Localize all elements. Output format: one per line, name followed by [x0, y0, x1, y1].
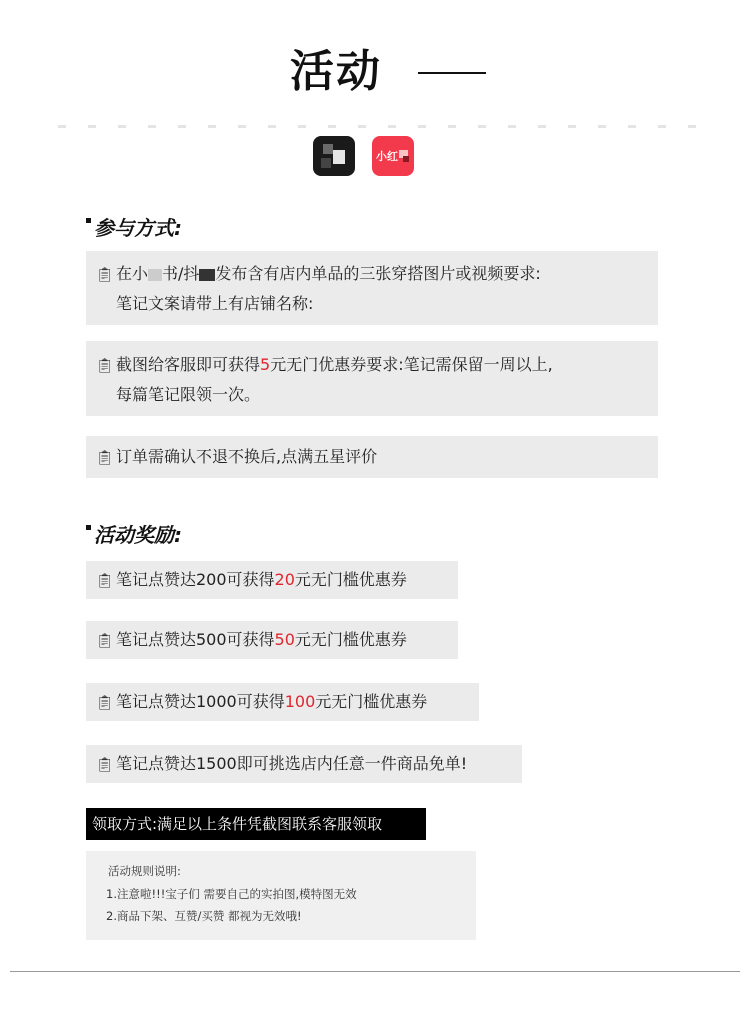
rules-box [86, 851, 476, 940]
participation-heading-text: 参与方式: [94, 216, 182, 240]
claim-banner: 领取方式:满足以上条件凭截图联系客服领取 [86, 808, 426, 840]
rules-line-1: 1.注意啦!!!宝子们 需要自己的实拍图,模特图无效 [106, 887, 357, 901]
participation-item-3: 📋︎ 订单需确认不退不换后,点满五星评价 [86, 436, 658, 478]
clipboard-icon: 📋︎ [96, 633, 114, 649]
divider [58, 125, 698, 128]
douyin-icon [313, 136, 355, 176]
mosaic-block [199, 269, 215, 281]
rewards-heading [86, 521, 182, 549]
participation-item-2: 📋︎ 截图给客服即可获得5元无门优惠券要求:笔记需保留一周以上, 每篇笔记限领一次。 [86, 341, 658, 416]
clipboard-icon: 📋︎ [96, 358, 114, 374]
clipboard-icon: 📋︎ [96, 573, 114, 589]
rewards-heading-text: 活动奖励: [94, 523, 182, 547]
reward-item-3: 📋︎ 笔记点赞达1000可获得100元无门槛优惠券 [86, 683, 479, 721]
clipboard-icon: 📋︎ [96, 267, 114, 283]
rules-line-2: 2.商品下架、互赞/买赞 都视为无效哦! [106, 909, 302, 923]
clipboard-icon: 📋︎ [96, 757, 114, 773]
xhs-logo-text: 小红 [376, 150, 398, 163]
clipboard-icon: 📋︎ [96, 695, 114, 711]
participation-item-1: 📋︎ 在小 书/抖 发布含有店内单品的三张穿搭图片或视频要求: 笔记文案请带上有店铺名称: [86, 251, 658, 325]
page-title: 活动 [290, 46, 382, 97]
reward-item-1: 📋︎ 笔记点赞达200可获得20元无门槛优惠券 [86, 561, 458, 599]
participation-heading [86, 214, 182, 242]
mosaic-block [148, 269, 162, 281]
xiaohongshu-icon [372, 136, 414, 176]
reward-item-2: 📋︎ 笔记点赞达500可获得50元无门槛优惠券 [86, 621, 458, 659]
rules-title: 活动规则说明: [108, 864, 181, 878]
reward-item-4: 📋︎ 笔记点赞达1500即可挑选店内任意一件商品免单! [86, 745, 522, 783]
bottom-divider [10, 971, 740, 972]
clipboard-icon: 📋︎ [96, 450, 114, 466]
title-dash [418, 72, 486, 74]
